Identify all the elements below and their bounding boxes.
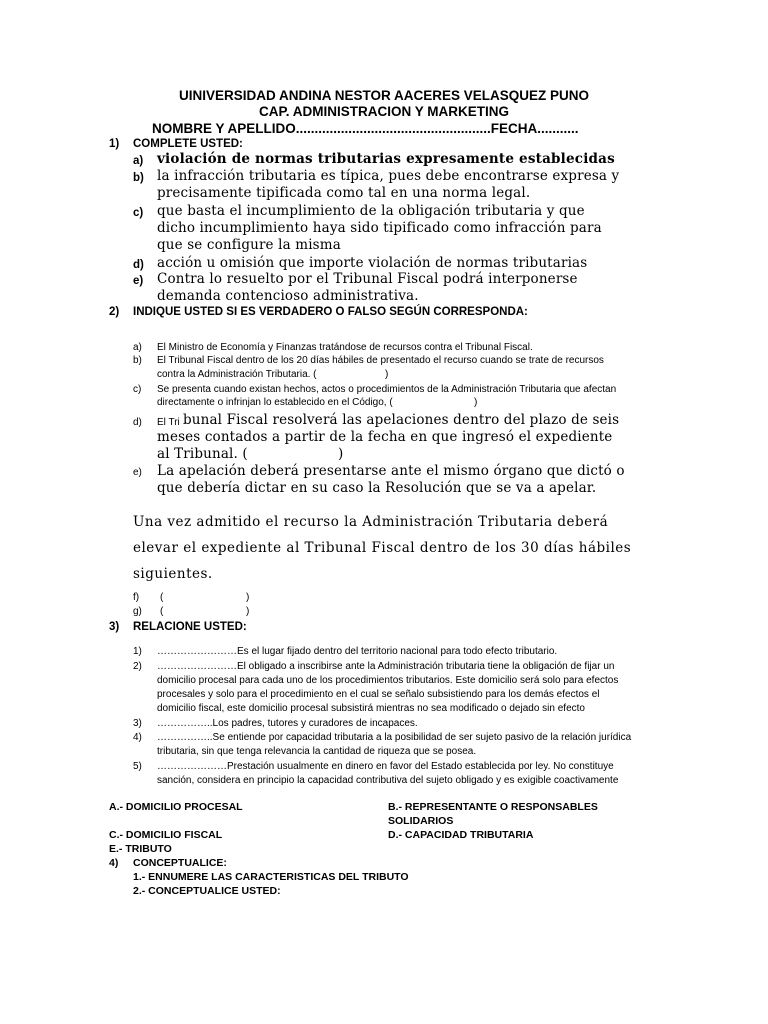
s1-item-d-letter: d) — [133, 259, 144, 271]
s1-item-b-line2: precisamente tipificada como tal en una norma legal. — [157, 185, 531, 201]
s1-item-c-letter: c) — [133, 207, 144, 219]
s1-item-d-text: acción u omisión que importe violación de normas tributarias — [157, 255, 588, 271]
s3-item2-line3: procesales y solo para el procedimiento en el cual se señalo subsistiendo para los demás efectos el — [157, 689, 600, 700]
s2-item-c-line1: Se presenta cuando existan hechos, actos o procedimientos de la Administración Tributaria que afectan — [157, 384, 617, 395]
section2-number: 2) — [109, 306, 120, 318]
s3-item4-num: 4) — [133, 732, 142, 743]
s2-item-c-letter: c) — [133, 384, 142, 395]
s3-item2-num: 2) — [133, 661, 142, 672]
s2-item-b-line1: El Tribunal Fiscal dentro de los 20 días hábiles de presentado el recurso cuando se trate de recursos — [157, 355, 604, 366]
section2-title: INDIQUE USTED SI ES VERDADERO O FALSO SEGÚN CORRESPONDA: — [133, 306, 528, 318]
s2-item-b-line2: contra la Administración Tributaria. ( — [157, 369, 317, 380]
s3-item2-line2: domicilio procesal para cada uno de los procedimientos tributarios. Este domicilio será solo para efectos — [157, 675, 619, 686]
s3-item3-line1: ……………..Los padres, tutores y curadores de incapaces. — [157, 718, 418, 729]
option-a: A.- DOMICILIO PROCESAL — [109, 801, 243, 813]
s3-item5-line2: sanción, considera en principio la capacidad contributiva del sujeto obligado y es exigible coactivamente — [157, 775, 619, 786]
s1-item-c-line2: dicho incumplimiento haya sido tipificado como infracción para — [157, 220, 602, 236]
name-date-line: NOMBRE Y APELLIDO....................................................FECHA........... — [152, 121, 579, 136]
section1-title: COMPLETE USTED: — [133, 138, 243, 150]
option-b-line1: B.- REPRESENTANTE O RESPONSABLES — [388, 801, 598, 813]
section3-number: 3) — [109, 621, 120, 633]
option-d: D.- CAPACIDAD TRIBUTARIA — [388, 829, 534, 841]
s2-item-e-line1: La apelación deberá presentarse ante el mismo órgano que dictó o — [157, 463, 625, 479]
s2-item-d-letter: d) — [133, 417, 142, 428]
s3-item1-line1: ……………………Es el lugar fijado dentro del territorio nacional para todo efecto tributario. — [157, 646, 558, 657]
s2-item-f-open: ( — [160, 592, 164, 603]
s2-item-b-letter: b) — [133, 355, 142, 366]
s3-item5-num: 5) — [133, 761, 142, 772]
s1-item-a-text: violación de normas tributarias expresamente establecidas — [157, 151, 615, 167]
s1-item-e-line2: demanda contencioso administrativa. — [157, 288, 419, 304]
s3-item2-line4: domicilio fiscal, este domicilio procesal subsistirá mientras no sea modificado o dejado sin efecto — [157, 703, 585, 714]
s1-item-b-letter: b) — [133, 172, 144, 184]
s1-item-e-letter: e) — [133, 275, 144, 287]
s2-paragraph-line3: siguientes. — [133, 566, 213, 582]
s1-item-c-line3: que se configure la misma — [157, 237, 341, 253]
s2-paragraph-line1: Una vez admitido el recurso la Administración Tributaria deberá — [133, 514, 609, 530]
s2-item-b-close: ) — [385, 369, 389, 380]
section1-number: 1) — [109, 138, 120, 150]
s2-item-d-prefix: El Tri — [157, 417, 180, 428]
s2-item-a-letter: a) — [133, 342, 142, 353]
s2-item-d-line3: al Tribunal. ( — [157, 446, 248, 462]
s1-item-a-letter: a) — [133, 155, 144, 167]
s3-item1-num: 1) — [133, 646, 142, 657]
s2-item-a-text: El Ministro de Economía y Finanzas tratándose de recursos contra el Tribunal Fiscal. — [157, 342, 533, 353]
option-c: C.- DOMICILIO FISCAL — [109, 829, 223, 841]
s3-item3-num: 3) — [133, 718, 142, 729]
s1-item-c-line1: que basta el incumplimiento de la obligación tributaria y que — [157, 203, 585, 219]
s1-item-b-line1: la infracción tributaria es típica, pues debe encontrarse expresa y — [157, 168, 620, 184]
s2-item-e-letter: e) — [133, 467, 142, 478]
section4-q2: 2.- CONCEPTUALICE USTED: — [133, 885, 281, 897]
s2-item-e-line2: que debería dictar en su caso la Resolución que se va a apelar. — [157, 480, 597, 496]
career-title: CAP. ADMINISTRACION Y MARKETING — [258, 104, 510, 119]
s3-item5-line1: …………………Prestación usualmente en dinero en favor del Estado establecida por ley. No constituye — [157, 761, 614, 772]
university-title: UINIVERSIDAD ANDINA NESTOR AACERES VELASQUEZ PUNO — [178, 88, 590, 103]
section4-q1: 1.- ENNUMERE LAS CARACTERISTICAS DEL TRIBUTO — [133, 871, 409, 883]
s2-item-f-letter: f) — [133, 592, 140, 603]
s2-item-g-letter: g) — [133, 606, 142, 617]
s2-paragraph-line2: elevar el expediente al Tribunal Fiscal dentro de los 30 días hábiles — [133, 540, 632, 556]
section4-title: CONCEPTUALICE: — [133, 857, 227, 869]
s2-item-g-open: ( — [160, 606, 164, 617]
option-e: E.- TRIBUTO — [109, 843, 172, 855]
s2-item-g-close: ) — [246, 606, 250, 617]
s2-item-d-close: ) — [338, 446, 344, 462]
option-b-line2: SOLIDARIOS — [388, 815, 454, 827]
s2-item-c-close: ) — [474, 397, 478, 408]
s2-item-c-line2: directamente o infrinjan lo establecido en el Código, ( — [157, 397, 393, 408]
s1-item-e-line1: Contra lo resuelto por el Tribunal Fiscal podrá interponerse — [157, 271, 578, 287]
s3-item4-line1: ……………..Se entiende por capacidad tributaria a la posibilidad de ser sujeto pasivo de la relación jurídica — [157, 732, 632, 743]
s3-item2-line1: ……………………El obligado a inscribirse ante la Administración tributaria tiene la obligación de fijar un — [157, 661, 615, 672]
section3-title: RELACIONE USTED: — [133, 621, 247, 633]
section4-number: 4) — [109, 857, 119, 869]
s2-item-f-close: ) — [246, 592, 250, 603]
s2-item-d-line2: meses contados a partir de la fecha en que ingresó el expediente — [157, 429, 613, 445]
s2-item-d-line1: bunal Fiscal resolverá las apelaciones dentro del plazo de seis — [183, 412, 620, 428]
s3-item4-line2: tributaria, sin que tenga relevancia la cantidad de riqueza que se posea. — [157, 746, 477, 757]
